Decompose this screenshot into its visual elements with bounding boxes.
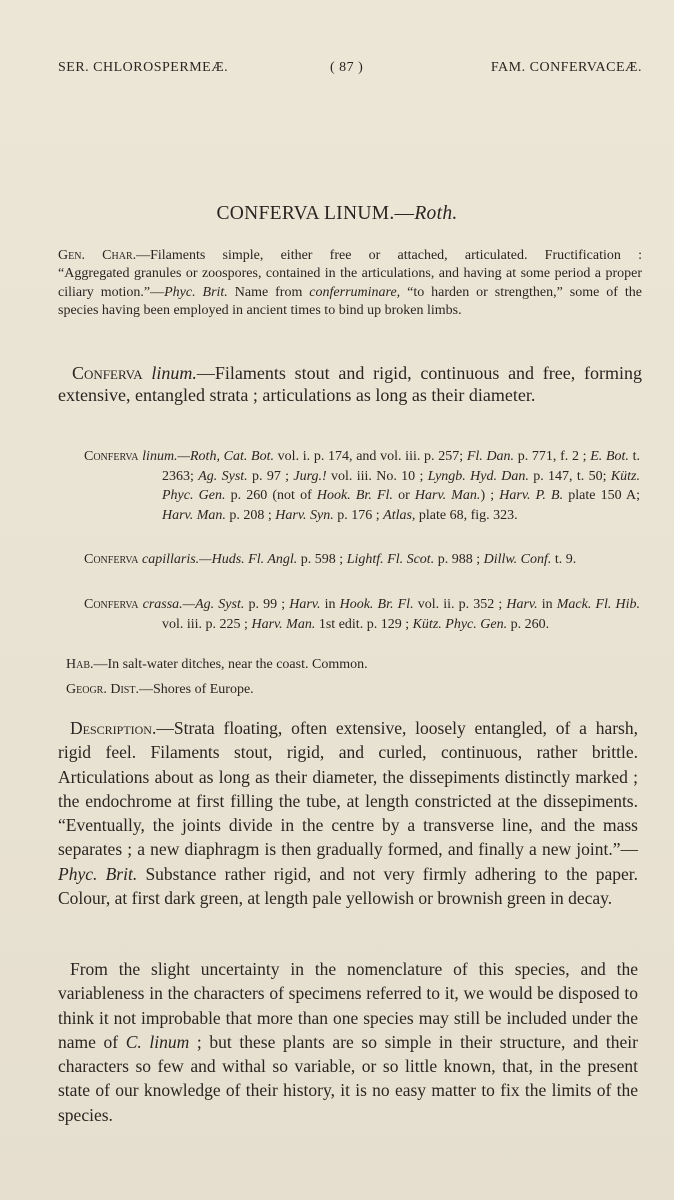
citation-italic-run: Dillw. Conf. xyxy=(483,552,552,567)
citation-italic-run: Harv. P. B. xyxy=(499,488,564,504)
closing-species-name: C. linum xyxy=(125,1031,190,1052)
running-head xyxy=(58,60,642,80)
gen-char-reference: Phyc. Brit. xyxy=(164,284,228,300)
description-label: Description. xyxy=(70,718,157,738)
citation-text-run: p. 99 ; xyxy=(244,597,290,612)
citation-text-run: vol. ii. p. 352 ; xyxy=(413,597,507,612)
species-title xyxy=(0,203,674,225)
citation-italic-run: Harv. Syn. xyxy=(275,507,334,523)
citation-italic-run: Harv. Man. xyxy=(414,488,481,504)
gen-char-latin-word: conferruminare, xyxy=(309,284,401,300)
species-title-name: CONFERVA LINUM.— xyxy=(216,203,415,224)
citation-italic-run: Lightf. Fl. Scot. xyxy=(346,552,435,567)
citation-italic-run: Jurg.! xyxy=(293,468,327,484)
citation-text-run: in xyxy=(537,597,557,612)
diagnosis-epithet: linum. xyxy=(142,363,197,383)
citation-italic-run: Harv. Man. xyxy=(251,616,316,632)
citation-text-run: p. 208 ; xyxy=(225,507,276,523)
gen-char-label: Gen. Char. xyxy=(58,248,137,263)
citation-italic-run: Kütz. Phyc. Gen. xyxy=(162,468,640,504)
citation-italic-run: crassa.—Ag. Syst. xyxy=(138,597,245,612)
description-text-a: —Strata floating, often extensive, loosely entangled, of a harsh, rigid feel. Filaments stout, rigid, and curled, continuous, rather brittle. Articulations about as long as their diameter, the dissepiments distinctly marked ; the endochrome at first filling the tube, at length constricted at the dissepiments. “Eventually, the joints divide in the centre by a transverse line, and the mass separates ; a new diaphragm is then gradually formed, and finally a new joint.”— xyxy=(58,718,638,860)
synonym-genus: Conferva xyxy=(84,552,139,567)
citation-italic-run: Lyngb. Hyd. Dan. xyxy=(427,468,529,484)
citation-italic-run: Atlas, xyxy=(383,507,416,523)
citation-italic-run: Kütz. Phyc. Gen. xyxy=(412,616,508,632)
synonym-entry xyxy=(84,447,640,525)
citation-text-run: vol. iii. No. 10 ; xyxy=(326,468,428,484)
citation-italic-run: Hook. Br. Fl. xyxy=(316,488,393,504)
citation-text-run: p. 771, f. 2 ; xyxy=(514,449,591,464)
gen-char-line1: —Filaments simple, either free or attached, articulated. Fructification : xyxy=(136,248,642,263)
synonym-entry xyxy=(84,595,640,634)
gen-char-text-b: Name from xyxy=(227,284,310,300)
diagnosis-genus: Conferva xyxy=(72,363,143,383)
citation-text-run: p. 260 (not of xyxy=(225,488,317,504)
habitat-text: —In salt-water ditches, near the coast. Common. xyxy=(93,657,368,672)
species-diagnosis xyxy=(58,363,642,406)
citation-italic-run: Mack. Fl. Hib. xyxy=(556,597,641,612)
closing-text-a: From the slight uncertainty in the nomenclature of this species, and the variableness in the characters of specimens referred to it, we would be disposed to think it not improbable that more than one species may still be included under the name of xyxy=(58,959,638,1052)
series-heading: SER. CHLOROSPERMEÆ. xyxy=(58,60,229,75)
citation-italic-run: Hook. Br. Fl. xyxy=(339,597,414,612)
synonym-genus: Conferva xyxy=(84,597,139,612)
citation-italic-run: Harv. Man. xyxy=(162,507,226,523)
citation-text-run: p. 176 ; xyxy=(333,507,384,523)
geogr-label: Geogr. Dist. xyxy=(66,682,139,697)
description-text-b: Substance rather rigid, and not very firmly adhering to the paper. Colour, at first dark green, at length pale yellowish or brownish green in decay. xyxy=(58,863,639,909)
citation-italic-run: Ag. Syst. xyxy=(198,468,248,484)
citation-text-run: in xyxy=(320,597,340,612)
citation-text-run: plate 68, fig. 323. xyxy=(415,507,518,523)
citation-text-run: t. 2363; xyxy=(162,449,640,484)
gen-char-text-c: “to harden or strengthen,” some of the species having been employed in ancient times to bind up broken limbs. xyxy=(58,284,642,319)
citation-text-run: t. 9. xyxy=(551,552,577,567)
habitat xyxy=(66,656,368,674)
citation-text-run: 1st edit. p. 129 ; xyxy=(315,616,413,632)
synonym-entry xyxy=(84,550,640,570)
diagnosis-text: —Filaments stout and rigid, continuous and free, forming extensive, entangled strata ; articulations as long as their diameter. xyxy=(58,363,642,405)
citation-italic-run: linum.—Roth, Cat. Bot. xyxy=(138,449,274,464)
citation-italic-run: Harv. xyxy=(506,597,538,612)
geographic-distribution xyxy=(66,681,254,699)
citation-text-run: p. 147, t. 50; xyxy=(528,468,611,484)
citation-text-run: p. 988 ; xyxy=(434,552,484,567)
citation-text-run: ) ; xyxy=(480,488,500,504)
gen-char-text-a: “Aggregated granules or zoospores, contained in the articulations, and having at some period a proper ciliary motion.”— xyxy=(58,266,642,300)
citation-text-run: vol. iii. p. 225 ; xyxy=(162,616,252,632)
closing-text-b: ; but these plants are so simple in their structure, and their characters so few and withal so variable, or so little known, that, in the present state of our knowledge of their history, it is no easy matter to fix the limits of the species. xyxy=(58,1031,638,1125)
synonym-genus: Conferva xyxy=(84,449,139,464)
habitat-label: Hab. xyxy=(66,657,94,672)
generic-character xyxy=(58,247,642,321)
family-heading: FAM. CONFERVACEÆ. xyxy=(490,60,642,75)
description-paragraph xyxy=(58,716,638,910)
citation-italic-run: Fl. Dan. xyxy=(466,449,515,464)
citation-text-run: or xyxy=(392,488,415,504)
citation-italic-run: capillaris.—Huds. Fl. Angl. xyxy=(138,552,298,567)
geogr-text: —Shores of Europe. xyxy=(138,682,254,697)
page-number: ( 87 ) xyxy=(330,60,364,75)
citation-text-run: plate 150 A; xyxy=(563,488,640,504)
citation-text-run: p. 598 ; xyxy=(297,552,347,567)
citation-text-run: p. 260. xyxy=(507,616,550,632)
description-reference: Phyc. Brit. xyxy=(58,863,138,884)
species-title-author: Roth. xyxy=(414,203,458,224)
citation-text-run: p. 97 ; xyxy=(247,468,294,484)
citation-italic-run: Harv. xyxy=(289,597,321,612)
citation-text-run: vol. i. p. 174, and vol. iii. p. 257; xyxy=(274,449,467,464)
closing-paragraph xyxy=(58,957,638,1127)
citation-italic-run: E. Bot. xyxy=(590,449,629,464)
